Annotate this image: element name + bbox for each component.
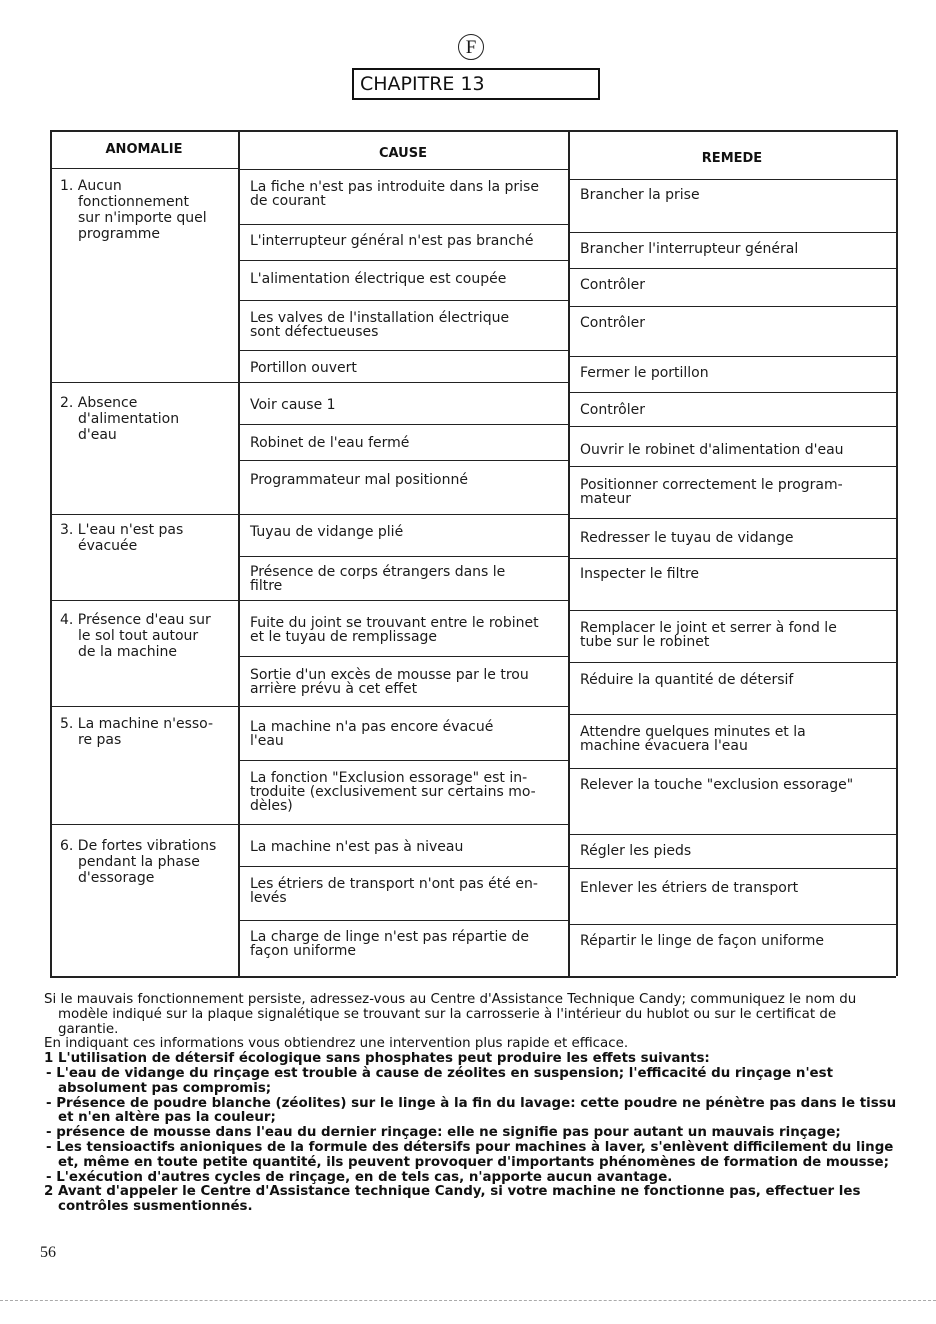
remede-cell-7-line: Ouvrir le robinet d'alimentation d'eau xyxy=(580,442,844,458)
remede-row-rule-1 xyxy=(568,232,896,233)
table-left-border xyxy=(50,130,52,976)
cause-cell-4 xyxy=(250,311,558,339)
cause-cell-15 xyxy=(250,840,558,854)
header-remede: REMEDE xyxy=(701,151,763,166)
anomaly-2 xyxy=(60,395,232,443)
remede-cell-1 xyxy=(580,188,884,202)
remede-cell-6 xyxy=(580,403,884,417)
cause-row-rule-4 xyxy=(238,350,568,351)
remede-cell-13-line: Attendre quelques minutes et la xyxy=(580,724,806,740)
remede-cell-10 xyxy=(580,567,884,581)
remede-cell-16 xyxy=(580,881,884,895)
cause-cell-10-line: filtre xyxy=(250,578,283,594)
remede-cell-8 xyxy=(580,478,884,506)
cause-cell-17 xyxy=(250,930,558,958)
remede-cell-8-line: mateur xyxy=(580,491,631,507)
cause-row-rule-5 xyxy=(238,382,568,383)
note-bullet-5: - L'exécution d'autres cycles de rinçage, en de tels cas, n'apporte aucun avantage. xyxy=(46,1169,673,1185)
remede-row-rule-16 xyxy=(568,924,896,925)
cause-cell-2-line: L'interrupteur général n'est pas branché xyxy=(250,233,534,249)
cause-cell-14-line: dèles) xyxy=(250,798,293,814)
cause-row-rule-10 xyxy=(238,600,568,601)
cause-cell-1 xyxy=(250,180,558,208)
cause-row-rule-6 xyxy=(238,424,568,425)
cause-cell-14 xyxy=(250,771,558,813)
anomaly-1-line: sur n'importe quel xyxy=(78,210,207,226)
notes-section xyxy=(44,993,900,1215)
cause-cell-1-line: de courant xyxy=(250,193,326,209)
anomaly-group-rule-2 xyxy=(50,514,238,515)
remede-cell-5-line: Fermer le portillon xyxy=(580,365,709,381)
remede-cell-4 xyxy=(580,316,884,330)
cause-row-rule-15 xyxy=(238,866,568,867)
remede-cell-13-line: machine évacuera l'eau xyxy=(580,738,748,754)
cause-cell-2 xyxy=(250,234,558,248)
anomaly-4 xyxy=(60,612,232,660)
remede-row-rule-11 xyxy=(568,662,896,663)
remede-row-rule-14 xyxy=(568,834,896,835)
header-cause: CAUSE xyxy=(378,146,427,161)
anomaly-1-line: fonctionnement xyxy=(78,194,189,210)
cause-cell-8 xyxy=(250,473,558,487)
cause-cell-15-line: La machine n'est pas à niveau xyxy=(250,839,464,855)
cause-cell-7-line: Robinet de l'eau fermé xyxy=(250,435,410,451)
remede-cell-16-line: Enlever les étriers de transport xyxy=(580,880,799,896)
cause-cell-16-line: Les étriers de transport n'ont pas été en- xyxy=(250,876,538,892)
anomaly-4-line: de la machine xyxy=(78,644,178,660)
cause-row-rule-2 xyxy=(238,260,568,261)
cause-row-rule-1 xyxy=(238,224,568,225)
header-anomalie: ANOMALIE xyxy=(105,142,183,157)
chapter-title: CHAPITRE 13 xyxy=(352,68,600,100)
anomaly-5-line: 5. La machine n'esso- xyxy=(60,716,214,732)
anomaly-1-line: 1. Aucun xyxy=(60,178,122,194)
cause-cell-1-line: La fiche n'est pas introduite dans la prise xyxy=(250,179,539,195)
anomaly-2-line: d'eau xyxy=(78,427,117,443)
anomaly-1 xyxy=(60,178,232,242)
cause-row-rule-16 xyxy=(238,920,568,921)
note-persistent-fault: Si le mauvais fonctionnement persiste, adressez-vous au Centre d'Assistance Technique Candy; communiquez le nom du modèle indiqué sur la plaque signalétique se trouvant sur la carrosserie à l'intérieur du hublot ou sur le certificat de garantie. xyxy=(44,992,857,1037)
anomaly-2-line: 2. Absence xyxy=(60,395,138,411)
cause-cell-5-line: Portillon ouvert xyxy=(250,360,357,376)
cause-cell-17-line: La charge de linge n'est pas répartie de xyxy=(250,929,529,945)
cause-cell-13 xyxy=(250,720,558,748)
cause-cell-9 xyxy=(250,525,558,539)
anomaly-group-rule-3 xyxy=(50,600,238,601)
cause-cell-4-line: sont défectueuses xyxy=(250,324,379,340)
cause-cell-12 xyxy=(250,668,558,696)
cause-cell-11-line: et le tuyau de remplissage xyxy=(250,629,438,645)
bottom-dashed-rule xyxy=(0,1300,936,1301)
remede-row-rule-8 xyxy=(568,518,896,519)
cause-cell-3 xyxy=(250,272,558,286)
cause-row-rule-7 xyxy=(238,460,568,461)
remede-cell-15 xyxy=(580,844,884,858)
note-before-calling: 2 Avant d'appeler le Centre d'Assistance technique Candy, si votre machine ne fonctionne pas, effectuer les contrôles susmentionnés. xyxy=(44,1184,861,1215)
remede-row-rule-10 xyxy=(568,610,896,611)
anomaly-5-line: re pas xyxy=(78,732,122,748)
header-rule-remede xyxy=(568,179,896,180)
cause-row-rule-12 xyxy=(238,706,568,707)
note-ecological-detergent: 1 L'utilisation de détersif écologique sans phosphates peut produire les effets suivants: xyxy=(44,1051,710,1067)
remede-cell-3 xyxy=(580,278,884,292)
cause-cell-13-line: La machine n'a pas encore évacué xyxy=(250,719,494,735)
remede-cell-14 xyxy=(580,778,884,792)
anomaly-6-line: pendant la phase xyxy=(78,854,200,870)
cause-cell-8-line: Programmateur mal positionné xyxy=(250,472,468,488)
anomaly-2-line: d'alimentation xyxy=(78,411,180,427)
remede-cell-13 xyxy=(580,725,884,753)
anomaly-group-rule-1 xyxy=(50,382,238,383)
anomaly-3-line: évacuée xyxy=(78,538,138,554)
note-bullet-4: - Les tensioactifs anioniques de la formule des détersifs pour machines à laver, s'enlèvent difficilement du linge et, même en toute petite quantité, ils peuvent provoquer d'importants phénomènes de formation de mousse; xyxy=(46,1139,894,1170)
cause-cell-10-line: Présence de corps étrangers dans le xyxy=(250,564,506,580)
cause-cell-14-line: troduite (exclusivement sur certains mo- xyxy=(250,784,536,800)
anomaly-3-line: 3. L'eau n'est pas xyxy=(60,522,184,538)
cause-cell-12-line: Sortie d'un excès de mousse par le trou xyxy=(250,667,529,683)
anomaly-4-line: 4. Présence d'eau sur xyxy=(60,612,211,628)
cause-cell-16-line: levés xyxy=(250,890,287,906)
remede-cell-9-line: Redresser le tuyau de vidange xyxy=(580,530,794,546)
anomaly-6-line: d'essorage xyxy=(78,870,155,886)
cause-cell-16 xyxy=(250,877,558,905)
remede-cell-9 xyxy=(580,531,884,545)
remede-cell-17 xyxy=(580,934,884,948)
cause-row-rule-11 xyxy=(238,656,568,657)
cause-row-rule-9 xyxy=(238,556,568,557)
remede-cell-2 xyxy=(580,242,884,256)
cause-cell-5 xyxy=(250,361,558,375)
remede-cell-11 xyxy=(580,621,884,649)
anomaly-4-line: le sol tout autour xyxy=(78,628,199,644)
remede-cell-2-line: Brancher l'interrupteur général xyxy=(580,241,799,257)
remede-cell-12 xyxy=(580,673,884,687)
remede-cell-4-line: Contrôler xyxy=(580,315,645,331)
table-right-border xyxy=(896,130,898,976)
cause-cell-11 xyxy=(250,616,558,644)
remede-cell-6-line: Contrôler xyxy=(580,402,645,418)
cause-cell-9-line: Tuyau de vidange plié xyxy=(250,524,404,540)
remede-row-rule-4 xyxy=(568,356,896,357)
remede-row-rule-9 xyxy=(568,558,896,559)
remede-row-rule-7 xyxy=(568,466,896,467)
cause-cell-6 xyxy=(250,398,558,412)
cause-row-rule-13 xyxy=(238,760,568,761)
anomaly-6-line: 6. De fortes vibrations xyxy=(60,838,217,854)
cause-row-rule-8 xyxy=(238,514,568,515)
remede-row-rule-5 xyxy=(568,392,896,393)
remede-row-rule-6 xyxy=(568,426,896,427)
cause-cell-4-line: Les valves de l'installation électrique xyxy=(250,310,510,326)
note-bullet-2: - Présence de poudre blanche (zéolites) sur le linge à la fin du lavage: cette poudre ne pénètre pas dans le tissu et n'en altère pas la couleur; xyxy=(46,1095,897,1126)
header-rule-cause xyxy=(238,169,568,170)
cause-cell-17-line: façon uniforme xyxy=(250,943,356,959)
remede-row-rule-15 xyxy=(568,868,896,869)
cause-row-rule-3 xyxy=(238,300,568,301)
anomaly-3 xyxy=(60,522,232,554)
language-badge: F xyxy=(458,34,484,60)
remede-cell-3-line: Contrôler xyxy=(580,277,645,293)
anomaly-group-rule-4 xyxy=(50,706,238,707)
column-divider-1 xyxy=(238,130,240,976)
cause-cell-3-line: L'alimentation électrique est coupée xyxy=(250,271,507,287)
column-divider-2 xyxy=(568,130,570,976)
cause-cell-13-line: l'eau xyxy=(250,733,284,749)
remede-cell-8-line: Positionner correctement le program- xyxy=(580,477,843,493)
remede-cell-12-line: Réduire la quantité de détersif xyxy=(580,672,794,688)
anomaly-6 xyxy=(60,838,232,886)
remede-cell-14-line: Relever la touche "exclusion essorage" xyxy=(580,777,854,793)
remede-cell-10-line: Inspecter le filtre xyxy=(580,566,700,582)
remede-cell-7 xyxy=(580,443,884,457)
cause-cell-10 xyxy=(250,565,558,593)
table-top-border xyxy=(50,130,896,132)
remede-row-rule-12 xyxy=(568,714,896,715)
remede-row-rule-2 xyxy=(568,268,896,269)
cause-cell-6-line: Voir cause 1 xyxy=(250,397,336,413)
page-number: 56 xyxy=(40,1244,56,1261)
anomaly-group-rule-5 xyxy=(50,824,238,825)
cause-row-rule-14 xyxy=(238,824,568,825)
remede-cell-15-line: Régler les pieds xyxy=(580,843,692,859)
remede-cell-11-line: Remplacer le joint et serrer à fond le xyxy=(580,620,837,636)
remede-cell-5 xyxy=(580,366,884,380)
cause-cell-11-line: Fuite du joint se trouvant entre le robinet xyxy=(250,615,539,631)
header-rule-anomalie xyxy=(50,168,238,169)
remede-row-rule-3 xyxy=(568,306,896,307)
note-bullet-3: - présence de mousse dans l'eau du dernier rinçage: elle ne signifie pas pour autant un mauvais rinçage; xyxy=(46,1125,841,1141)
cause-cell-12-line: arrière prévu à cet effet xyxy=(250,681,418,697)
remede-cell-1-line: Brancher la prise xyxy=(580,187,700,203)
remede-row-rule-13 xyxy=(568,768,896,769)
anomaly-5 xyxy=(60,716,232,748)
note-bullet-1: - L'eau de vidange du rinçage est trouble à cause de zéolites en suspension; l'efficacité du rinçage n'est absolument pas compromis; xyxy=(46,1065,834,1096)
remede-cell-11-line: tube sur le robinet xyxy=(580,634,710,650)
anomaly-1-line: programme xyxy=(78,226,161,242)
cause-cell-14-line: La fonction "Exclusion essorage" est in- xyxy=(250,770,528,786)
remede-cell-17-line: Répartir le linge de façon uniforme xyxy=(580,933,825,949)
cause-cell-7 xyxy=(250,436,558,450)
table-bottom-border xyxy=(50,976,896,978)
note-info: En indiquant ces informations vous obtiendrez une intervention plus rapide et efficace. xyxy=(44,1036,629,1052)
